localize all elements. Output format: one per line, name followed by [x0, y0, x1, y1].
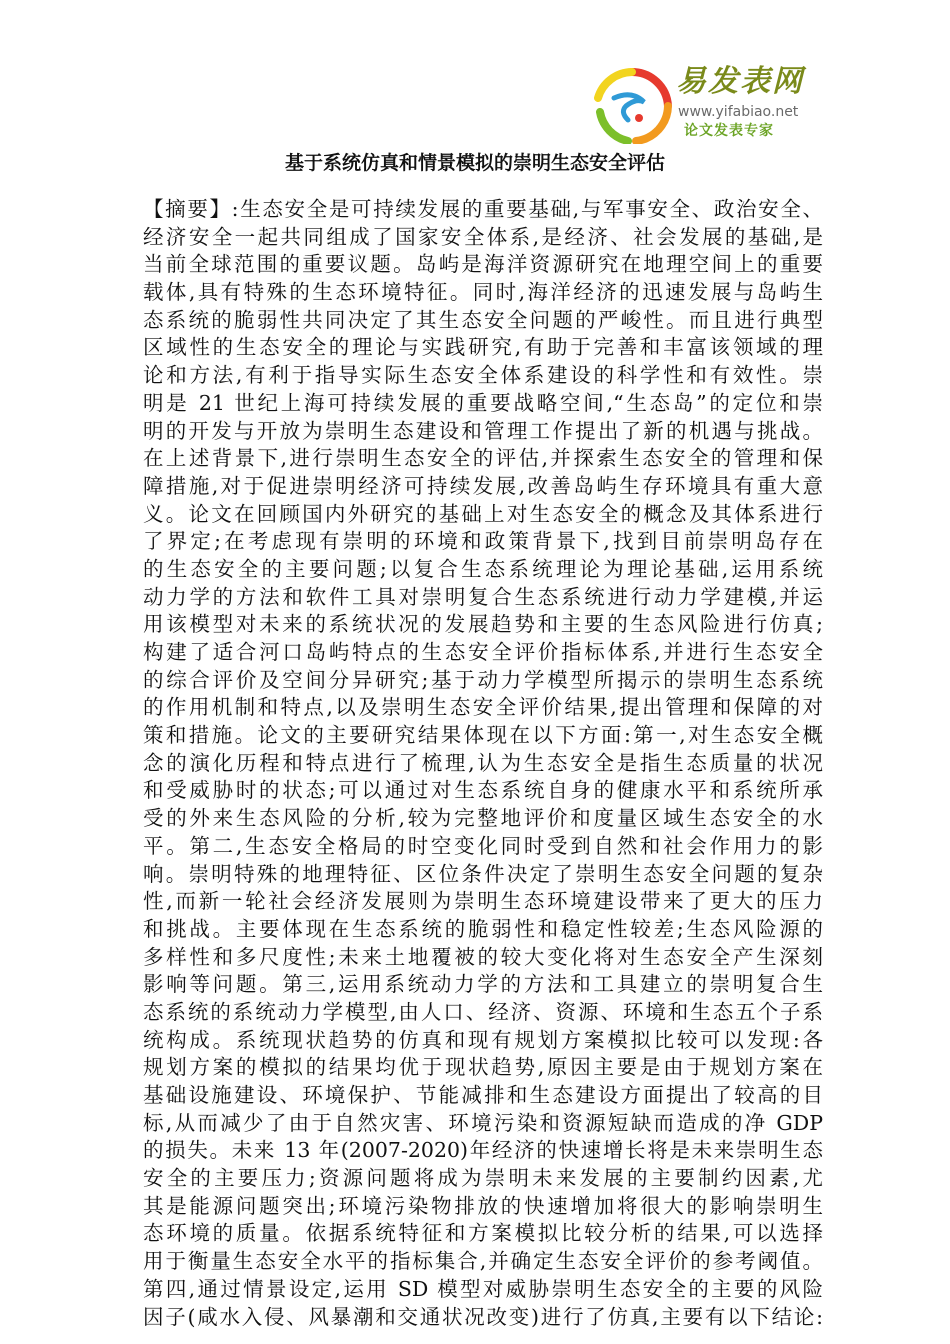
abstract-line: 受的外来生态风险的分析,较为完整地评价和度量区域生态安全的水 — [143, 806, 823, 831]
abstract-line: 载体,具有特殊的生态环境特征。同时,海洋经济的迅速发展与岛屿生 — [143, 280, 823, 305]
abstract-line: 用于衡量生态安全水平的指标集合,并确定生态安全评价的参考阈值。 — [143, 1249, 823, 1274]
abstract-line: 当前全球范围的重要议题。岛屿是海洋资源研究在地理空间上的重要 — [143, 252, 823, 277]
logo-tagline: 论文发表专家 — [684, 123, 774, 139]
abstract-line: 明是 21 世纪上海可持续发展的重要战略空间,“生态岛”的定位和崇 — [143, 390, 823, 415]
abstract-line: 策和措施。论文的主要研究结果体现在以下方面:第一,对生态安全概 — [143, 723, 823, 748]
abstract-line: 和挑战。主要体现在生态系统的脆弱性和稳定性较差;生态风险源的 — [143, 916, 823, 941]
abstract-line: 因子(咸水入侵、风暴潮和交通状况改变)进行了仿真,主要有以下结论: — [143, 1304, 823, 1329]
abstract-line: 安全的主要压力;资源问题将成为崇明未来发展的主要制约因素,尤 — [143, 1166, 823, 1191]
abstract-line: 规划方案的模拟的结果均优于现状趋势,原因主要是由于规划方案在 — [143, 1055, 823, 1080]
abstract-line: 态环境的质量。依据系统特征和方案模拟比较分析的结果,可以选择 — [143, 1221, 823, 1246]
abstract-line: 平。第二,生态安全格局的时空变化同时受到自然和社会作用力的影 — [143, 833, 823, 858]
abstract-body — [143, 196, 823, 1331]
abstract-line: 的综合评价及空间分异研究;基于动力学模型所揭示的崇明生态系统 — [143, 667, 823, 692]
abstract-line: 的生态安全的主要问题;以复合生态系统理论为理论基础,运用系统 — [143, 556, 823, 581]
abstract-line: 标,从而减少了由于自然灾害、环境污染和资源短缺而造成的净 GDP — [143, 1110, 823, 1135]
abstract-line: 构建了适合河口岛屿特点的生态安全评价指标体系,并进行生态安全 — [143, 640, 823, 664]
abstract-line: 态系统的系统动力学模型,由人口、经济、资源、环境和生态五个子系 — [143, 999, 823, 1024]
abstract-line: 响。崇明特殊的地理特征、区位条件决定了崇明生态安全问题的复杂 — [143, 861, 823, 886]
abstract-line: 明的开发与开放为崇明生态建设和管理工作提出了新的机遇与挑战。 — [143, 418, 823, 443]
site-logo[interactable] — [592, 64, 812, 146]
abstract-line: 论和方法,有利于指导实际生态安全体系建设的科学性和有效性。崇 — [143, 363, 823, 388]
abstract-line: 和受威胁时的状态;可以通过对生态系统自身的健康水平和系统所承 — [143, 778, 823, 803]
abstract-line: 区域性的生态安全的理论与实践研究,有助于完善和丰富该领域的理 — [143, 335, 823, 360]
logo-swirl-icon — [592, 68, 672, 144]
logo-url: www.yifabiao.net — [678, 104, 799, 120]
logo-brand-name: 易发表网 — [676, 64, 804, 99]
abstract-line: 障措施,对于促进崇明经济可持续发展,改善岛屿生存环境具有重大意 — [143, 473, 823, 498]
abstract-line: 统构成。系统现状趋势的仿真和现有规划方案模拟比较可以发现:各 — [143, 1027, 823, 1052]
abstract-line: 态系统的脆弱性共同决定了其生态安全问题的严峻性。而且进行典型 — [143, 307, 823, 332]
abstract-line: 第四,通过情景设定,运用 SD 模型对威胁崇明生态安全的主要的风险 — [143, 1276, 823, 1301]
abstract-line: 念的演化历程和特点进行了梳理,认为生态安全是指生态质量的状况 — [143, 750, 823, 775]
abstract-line: 在上述背景下,进行崇明生态安全的评估,并探索生态安全的管理和保 — [143, 446, 823, 471]
abstract-line: 其是能源问题突出;环境污染物排放的快速增加将很大的影响崇明生 — [143, 1193, 823, 1218]
abstract-line: 【摘要】:生态安全是可持续发展的重要基础,与军事安全、政治安全、 — [143, 197, 823, 221]
abstract-line: 的损失。未来 13 年(2007-2020)年经济的快速增长将是未来崇明生态 — [143, 1138, 823, 1163]
document-title: 基于系统仿真和情景模拟的崇明生态安全评估 — [284, 152, 665, 174]
abstract-line: 影响等问题。第三,运用系统动力学的方法和工具建立的崇明复合生 — [143, 972, 823, 997]
abstract-line: 多样性和多尺度性;未来土地覆被的较大变化将对生态安全产生深刻 — [143, 944, 823, 969]
abstract-line: 性,而新一轮社会经济发展则为崇明生态环境建设带来了更大的压力 — [143, 889, 823, 914]
abstract-line: 经济安全一起共同组成了国家安全体系,是经济、社会发展的基础,是 — [143, 224, 823, 249]
abstract-line: 的作用机制和特点,以及崇明生态安全评价结果,提出管理和保障的对 — [143, 695, 823, 720]
abstract-line: 了界定;在考虑现有崇明的环境和政策背景下,找到目前崇明岛存在 — [143, 529, 823, 554]
abstract-line: 义。论文在回顾国内外研究的基础上对生态安全的概念及其体系进行 — [143, 501, 823, 526]
abstract-line: 用该模型对未来的系统状况的发展趋势和主要的生态风险进行仿真; — [143, 612, 823, 637]
abstract-line: 基础设施建设、环境保护、节能减排和生态建设方面提出了较高的目 — [143, 1083, 823, 1107]
abstract-line: 动力学的方法和软件工具对崇明复合生态系统进行动力学建模,并运 — [143, 584, 823, 609]
